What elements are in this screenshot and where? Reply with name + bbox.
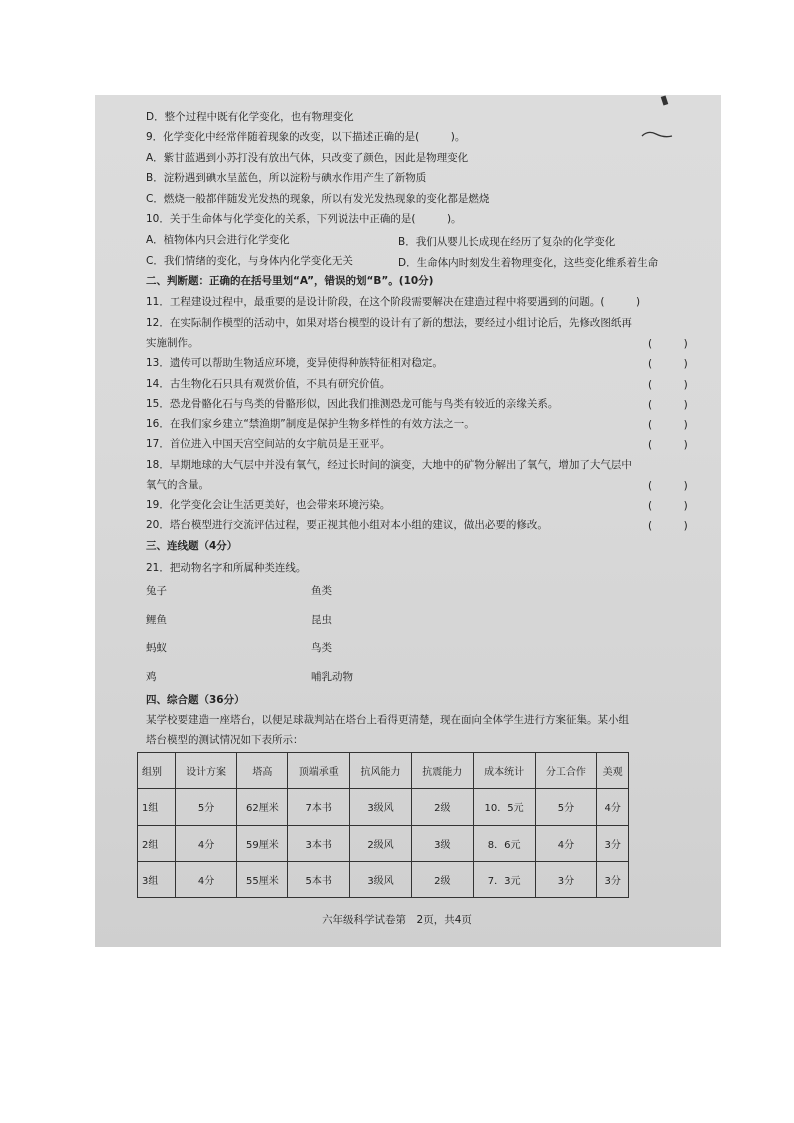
q10-option-b: B．我们从婴儿长成现在经历了复杂的化学变化 xyxy=(398,236,616,248)
table-header-cell: 抗震能力 xyxy=(411,753,473,789)
table-cell: 3级风 xyxy=(350,789,412,825)
q12-line2: 实施制作。 xyxy=(146,337,199,349)
q18-line2: 氧气的含量。 xyxy=(146,479,209,491)
section2-heading: 二、判断题：正确的在括号里划“A”，错误的划“B”。(10分) xyxy=(146,275,434,287)
answer-paren-15: ( ) xyxy=(648,399,688,411)
table-cell: 7本书 xyxy=(288,789,350,825)
table-header-cell: 成本统计 xyxy=(473,753,535,789)
table-cell: 5分 xyxy=(175,789,237,825)
table-header-cell: 抗风能力 xyxy=(350,753,412,789)
table-cell: 3分 xyxy=(597,825,629,861)
table-header-cell: 美观 xyxy=(597,753,629,789)
q18-line1: 18．早期地球的大气层中并没有氧气，经过长时间的演变，大地中的矿物分解出了氧气，增加了大气层中 xyxy=(146,459,632,471)
q10-option-d: D．生命体内时刻发生着物理变化，这些变化维系着生命 xyxy=(398,257,659,269)
pen-scribble-icon xyxy=(640,128,674,142)
table-cell: 3级风 xyxy=(350,861,412,897)
section4-heading: 四、综合题（36分） xyxy=(146,694,245,706)
q9-option-b: B．淀粉遇到碘水呈蓝色，所以淀粉与碘水作用产生了新物质 xyxy=(146,172,427,184)
table-cell: 55厘米 xyxy=(237,861,288,897)
table-cell: 4分 xyxy=(175,825,237,861)
table-cell: 5分 xyxy=(535,789,597,825)
q10-stem: 10．关于生命体与化学变化的关系，下列说法中正确的是( )。 xyxy=(146,213,462,225)
q13: 13．遗传可以帮助生物适应环境，变异使得种族特征相对稳定。 xyxy=(146,357,443,369)
answer-paren-18: ( ) xyxy=(648,480,688,492)
table-cell: 5本书 xyxy=(288,861,350,897)
table-cell: 62厘米 xyxy=(237,789,288,825)
table-cell: 4分 xyxy=(175,861,237,897)
answer-paren-17: ( ) xyxy=(648,439,688,451)
animal-rabbit: 兔子 xyxy=(146,585,167,597)
category-bird: 鸟类 xyxy=(311,642,332,654)
table-cell: 2组 xyxy=(138,825,176,861)
q17: 17．首位进入中国天宫空间站的女宇航员是王亚平。 xyxy=(146,438,391,450)
table-header-cell: 分工合作 xyxy=(535,753,597,789)
answer-paren-20: ( ) xyxy=(648,520,688,532)
q20: 20．塔台模型进行交流评估过程，要正视其他小组对本小组的建议，做出必要的修改。 xyxy=(146,519,548,531)
animal-chicken: 鸡 xyxy=(146,671,157,683)
table-row xyxy=(138,825,629,861)
table-cell: 4分 xyxy=(535,825,597,861)
table-row xyxy=(138,789,629,825)
answer-paren-14: ( ) xyxy=(648,379,688,391)
q9-option-a: A．紫甘蓝遇到小苏打没有放出气体，只改变了颜色，因此是物理变化 xyxy=(146,152,469,164)
q9-option-c: C．燃烧一般都伴随发光发热的现象，所以有发光发热现象的变化都是燃烧 xyxy=(146,193,490,205)
table-header-cell: 组别 xyxy=(138,753,176,789)
q21: 21．把动物名字和所属种类连线。 xyxy=(146,562,307,574)
answer-paren-19: ( ) xyxy=(648,500,688,512)
q10-option-c: C．我们情绪的变化，与身体内化学变化无关 xyxy=(146,255,353,267)
answer-paren-13: ( ) xyxy=(648,358,688,370)
section3-heading: 三、连线题（4分） xyxy=(146,540,238,552)
table-cell: 3级 xyxy=(411,825,473,861)
category-fish: 鱼类 xyxy=(311,585,332,597)
q8-option-d: D．整个过程中既有化学变化，也有物理变化 xyxy=(146,111,354,123)
table-header-cell: 设计方案 xyxy=(175,753,237,789)
table-cell: 8．6元 xyxy=(473,825,535,861)
table-cell: 3分 xyxy=(597,861,629,897)
animal-ant: 蚂蚁 xyxy=(146,642,167,654)
table-cell: 10．5元 xyxy=(473,789,535,825)
section4-intro-line2: 塔台模型的测试情况如下表所示： xyxy=(146,734,304,746)
table-cell: 7．3元 xyxy=(473,861,535,897)
q16: 16．在我们家乡建立“禁渔期”制度是保护生物多样性的有效方法之一。 xyxy=(146,418,475,430)
table-cell: 3本书 xyxy=(288,825,350,861)
table-cell: 2级风 xyxy=(350,825,412,861)
tower-test-table xyxy=(137,752,629,898)
animal-carp: 鲤鱼 xyxy=(146,614,167,626)
q19: 19．化学变化会让生活更美好，也会带来环境污染。 xyxy=(146,499,391,511)
table-header-cell: 顶端承重 xyxy=(288,753,350,789)
table-cell: 2级 xyxy=(411,861,473,897)
table-header-row xyxy=(138,753,629,789)
table-cell: 3组 xyxy=(138,861,176,897)
table-row xyxy=(138,861,629,897)
table-cell: 59厘米 xyxy=(237,825,288,861)
table-cell: 3分 xyxy=(535,861,597,897)
q14: 14．古生物化石只具有观赏价值，不具有研究价值。 xyxy=(146,378,391,390)
q10-option-a: A．植物体内只会进行化学变化 xyxy=(146,234,290,246)
table-header-cell: 塔高 xyxy=(237,753,288,789)
category-insect: 昆虫 xyxy=(311,614,332,626)
category-mammal: 哺乳动物 xyxy=(311,671,353,683)
q15: 15．恐龙骨骼化石与鸟类的骨骼形似，因此我们推测恐龙可能与鸟类有较近的亲缘关系。 xyxy=(146,398,559,410)
page-footer: 六年级科学试卷第 2页，共4页 xyxy=(322,914,472,926)
table-cell: 1组 xyxy=(138,789,176,825)
q12-line1: 12．在实际制作模型的活动中，如果对塔台模型的设计有了新的想法，要经过小组讨论后，先修改图纸再 xyxy=(146,317,632,329)
table-cell: 2级 xyxy=(411,789,473,825)
q11: 11．工程建设过程中，最重要的是设计阶段，在这个阶段需要解决在建造过程中将要遇到的问题。( ) xyxy=(146,296,641,308)
section4-intro-line1: 某学校要建造一座塔台，以便足球裁判站在塔台上看得更清楚，现在面向全体学生进行方案征集。某小组 xyxy=(146,714,629,726)
q9-stem: 9．化学变化中经常伴随着现象的改变，以下描述正确的是( )。 xyxy=(146,131,466,143)
answer-paren-12: ( ) xyxy=(648,338,688,350)
table-cell: 4分 xyxy=(597,789,629,825)
answer-paren-16: ( ) xyxy=(648,419,688,431)
